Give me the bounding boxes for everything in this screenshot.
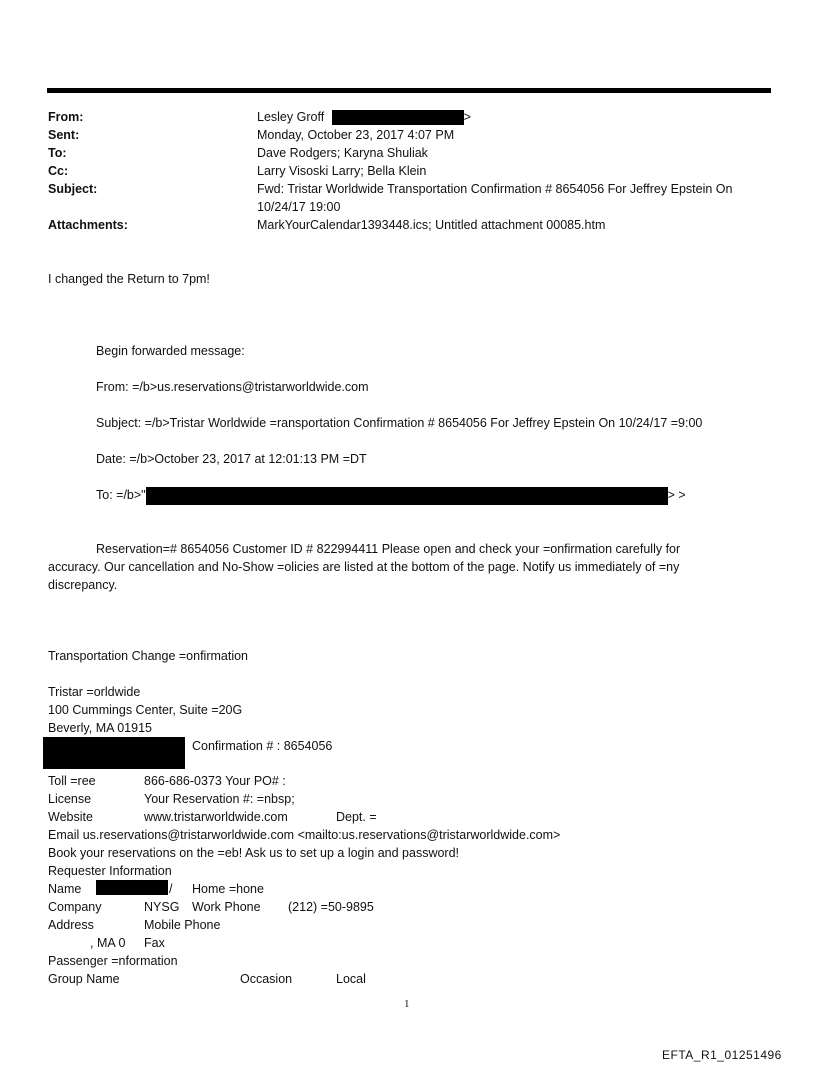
fwd-date: Date: =/b>October 23, 2017 at 12:01:13 PM =DT xyxy=(96,452,367,466)
forwarded-heading: Begin forwarded message: xyxy=(96,344,245,358)
change-title: Transportation Change =onfirmation xyxy=(48,649,248,663)
name-label: Name xyxy=(48,882,82,896)
license-value: Your Reservation #: =nbsp; xyxy=(144,792,295,806)
company-label: Company xyxy=(48,900,102,914)
fwd-to-prefix: To: =/b>" xyxy=(96,488,146,502)
fwd-subject: Subject: =/b>Tristar Worldwide =ransportation Confirmation # 8654056 For Jeffrey Epstein On 10/24/17 =9:00 xyxy=(96,416,703,430)
cc-value: Larry Visoski Larry; Bella Klein xyxy=(257,164,427,178)
redaction-block xyxy=(146,487,668,505)
company-value: NYSG xyxy=(144,900,180,914)
subject-label: Subject: xyxy=(48,182,98,196)
sent-value: Monday, October 23, 2017 4:07 PM xyxy=(257,128,455,142)
group-name-label: Group Name xyxy=(48,972,120,986)
email-line[interactable]: Email us.reservations@tristarworldwide.com <mailto:us.reservations@tristarworldwide.com> xyxy=(48,828,561,842)
sent-label: Sent: xyxy=(48,128,80,142)
address-line-1: 100 Cummings Center, Suite =20G xyxy=(48,703,243,717)
from-value xyxy=(257,108,471,126)
fwd-to-suffix: > > xyxy=(667,488,686,502)
state-zip: , MA 0 xyxy=(90,936,126,950)
book-line: Book your reservations on the =eb! Ask us to set up a login and password! xyxy=(48,846,460,860)
dept-label: Dept. = xyxy=(336,810,377,824)
to-value: Dave Rodgers; Karyna Shuliak xyxy=(257,146,428,160)
subject-line-2: 10/24/17 19:00 xyxy=(257,200,341,214)
fwd-to xyxy=(96,486,686,505)
work-phone-label: Work Phone xyxy=(192,900,261,914)
redaction-block xyxy=(43,737,185,769)
license-label: License xyxy=(48,792,92,806)
fwd-from: From: =/b>us.reservations@tristarworldwide.com xyxy=(96,380,369,394)
toll-free-label: Toll =ree xyxy=(48,774,96,788)
toll-free-value: 866-686-0373 Your PO# : xyxy=(144,774,286,788)
website-label: Website xyxy=(48,810,93,824)
cc-label: Cc: xyxy=(48,164,69,178)
confirmation-number: Confirmation # : 8654056 xyxy=(192,739,333,753)
redaction-block xyxy=(332,110,464,125)
mobile-phone-label: Mobile Phone xyxy=(144,918,221,932)
website-link[interactable]: www.tristarworldwide.com xyxy=(144,810,288,824)
page-number: 1 xyxy=(404,998,410,1010)
subject-line-1: Fwd: Tristar Worldwide Transportation Confirmation # 8654056 For Jeffrey Epstein On xyxy=(257,182,733,196)
passenger-heading: Passenger =nformation xyxy=(48,954,178,968)
occasion-label: Occasion xyxy=(240,972,293,986)
address-line-2: Beverly, MA 01915 xyxy=(48,721,152,735)
from-label: From: xyxy=(48,110,84,124)
attachments-label: Attachments: xyxy=(48,218,128,232)
address-label: Address xyxy=(48,918,94,932)
reservation-line-2: accuracy. Our cancellation and No-Show =olicies are listed at the bottom of the page. Notify us immediately of =ny xyxy=(48,560,680,574)
reservation-line-3: discrepancy. xyxy=(48,578,118,592)
from-name: Lesley Groff xyxy=(257,110,325,124)
footer-document-id: EFTA_R1_01251496 xyxy=(662,1048,782,1062)
local-label: Local xyxy=(336,972,366,986)
requester-heading: Requester Information xyxy=(48,864,172,878)
fax-label: Fax xyxy=(144,936,165,950)
name-tail: / xyxy=(169,882,173,896)
from-tail: > xyxy=(463,110,471,124)
intro-text: I changed the Return to 7pm! xyxy=(48,272,210,286)
redaction-block xyxy=(96,880,168,895)
attachments-value[interactable]: MarkYourCalendar1393448.ics; Untitled attachment 00085.htm xyxy=(257,218,606,232)
to-label: To: xyxy=(48,146,67,160)
home-phone-label: Home =hone xyxy=(192,882,264,896)
company-name: Tristar =orldwide xyxy=(48,685,141,699)
header-rule xyxy=(47,88,771,93)
reservation-line-1: Reservation=# 8654056 Customer ID # 822994411 Please open and check your =onfirmation carefully for xyxy=(96,542,681,556)
work-phone-value: (212) =50-9895 xyxy=(288,900,374,914)
